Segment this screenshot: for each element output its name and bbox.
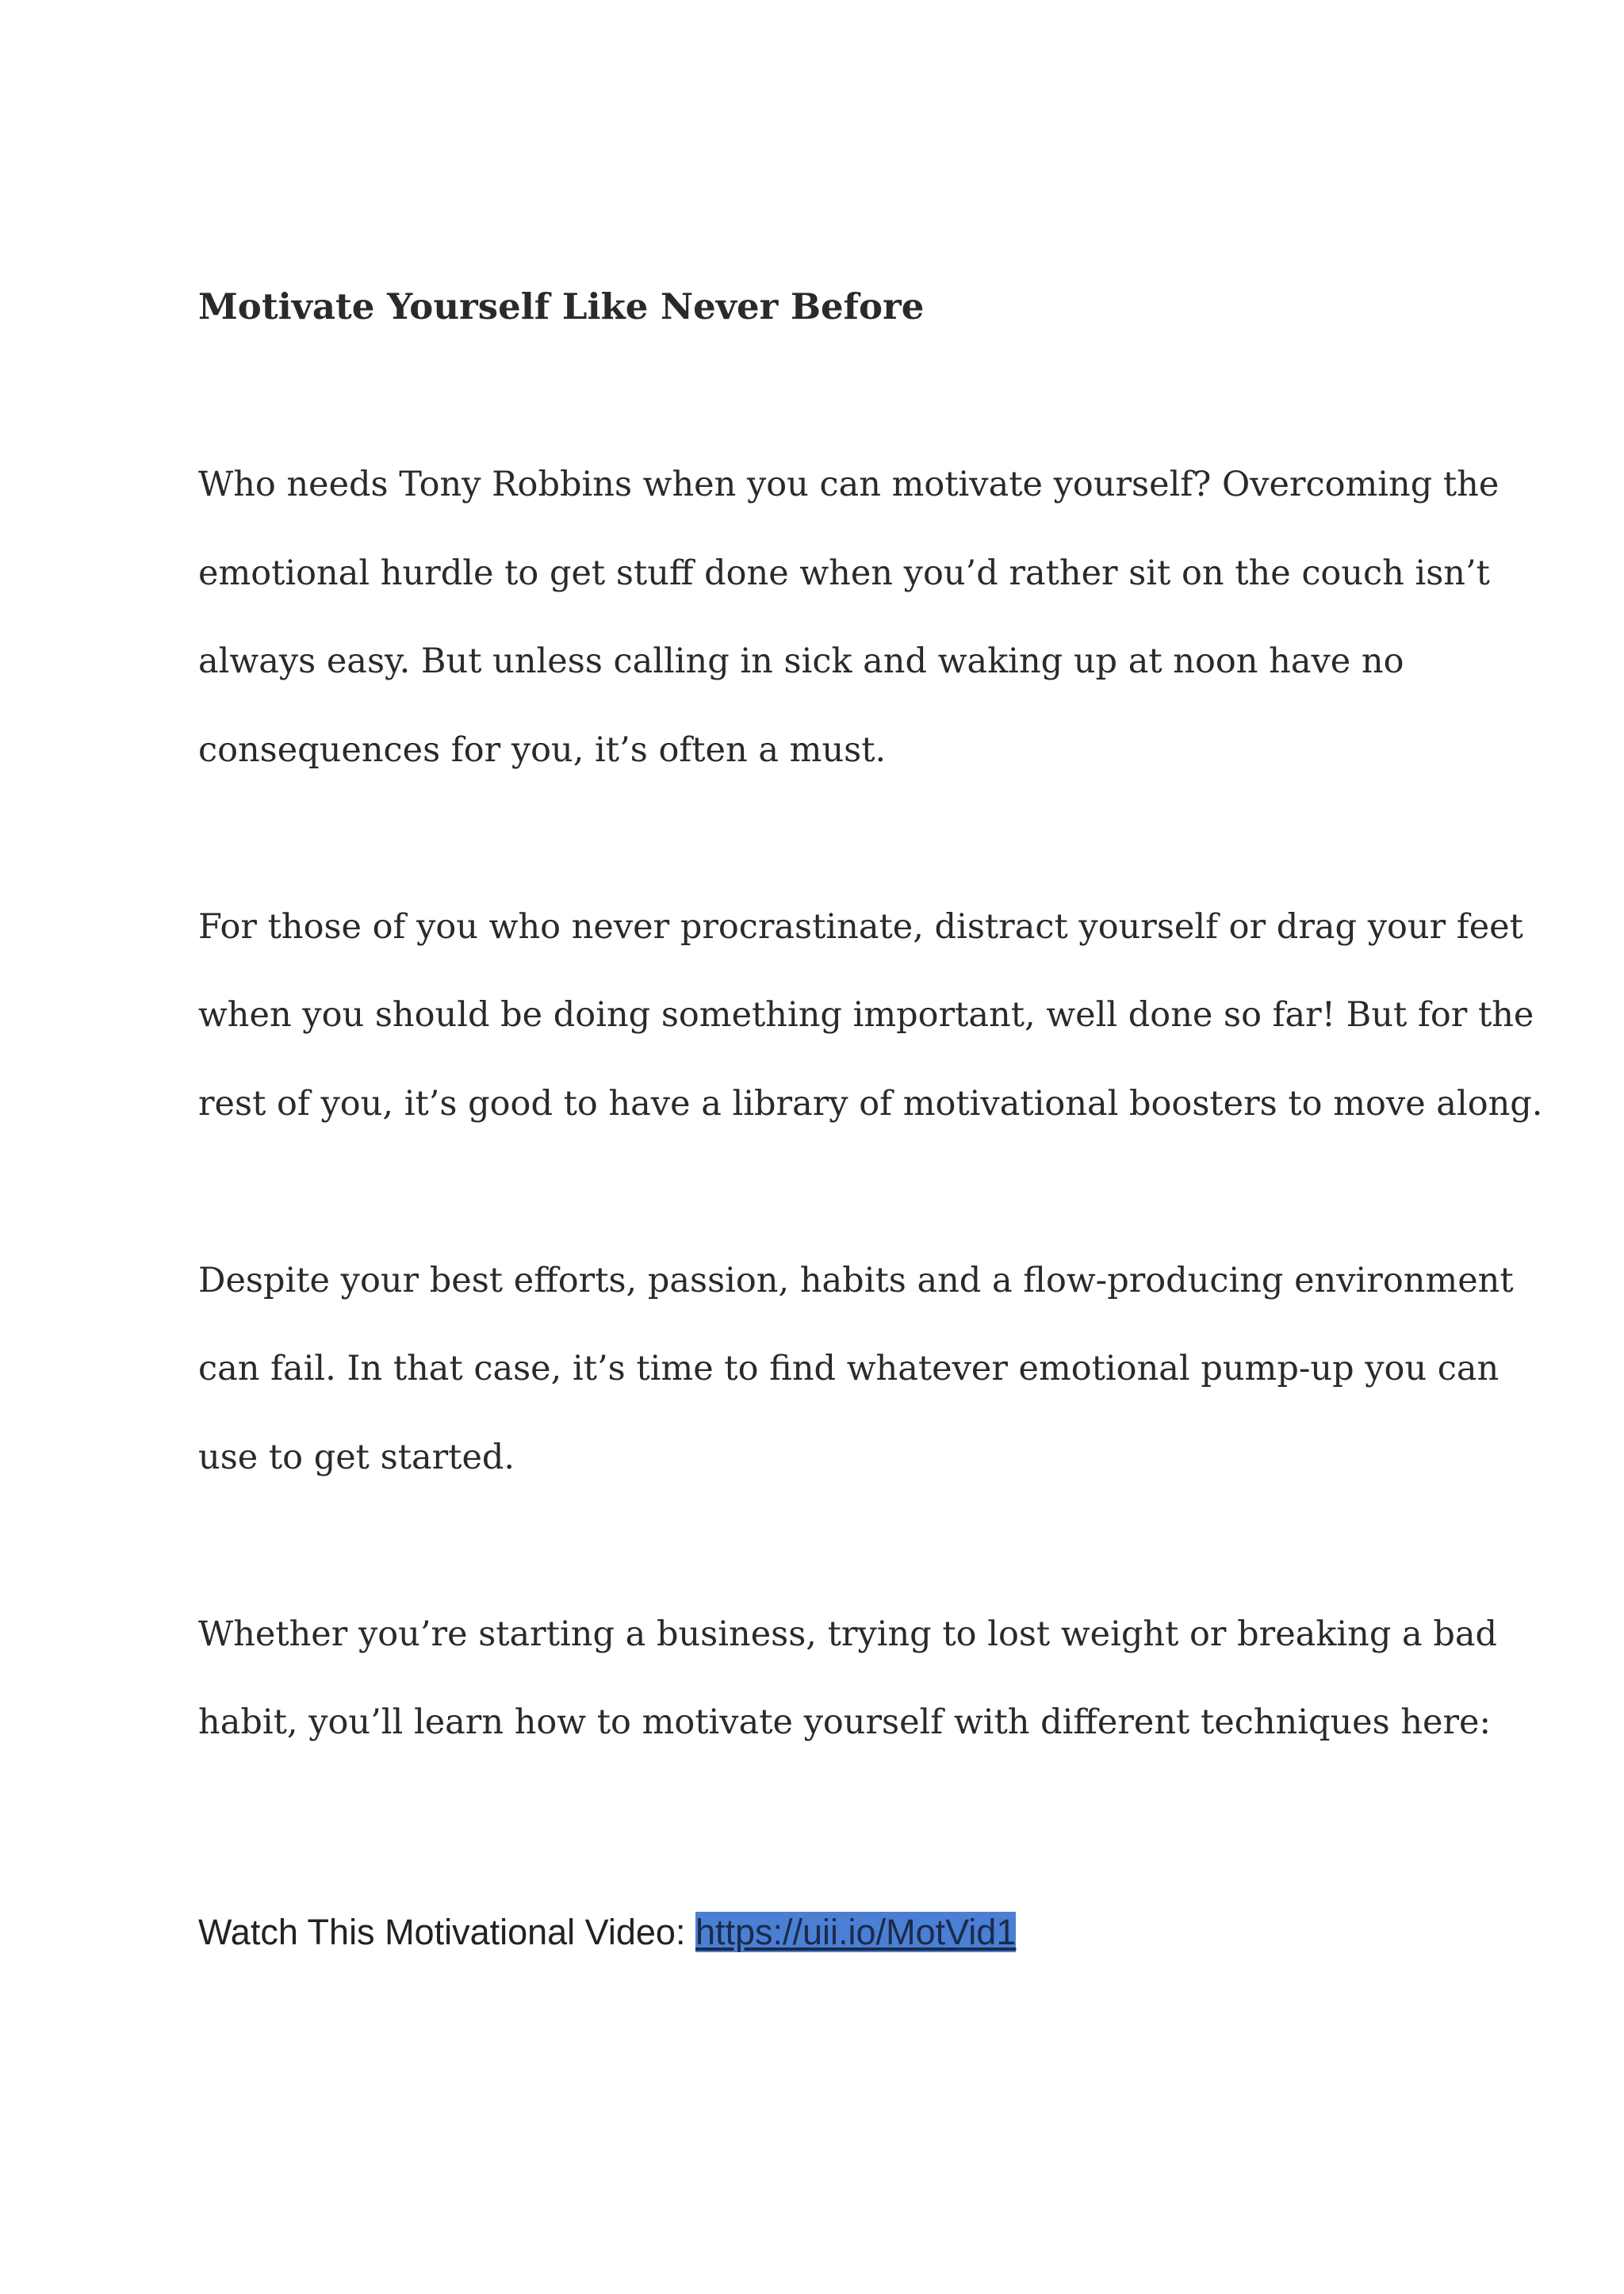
paragraph-line: use to get started.	[198, 1437, 515, 1477]
paragraph-line: can fail. In that case, it’s time to find whatever emotional pump-up you can	[198, 1349, 1500, 1388]
paragraph-line: consequences for you, it’s often a must.	[198, 730, 887, 770]
video-callout	[198, 1909, 1435, 1956]
paragraph-line: rest of you, it’s good to have a library of motivational boosters to move along.	[198, 1083, 1543, 1124]
paragraph-2	[198, 883, 1543, 1149]
paragraph-line: Whether you’re starting a business, trying to lost weight or breaking a bad	[198, 1614, 1498, 1654]
paragraph-line: Who needs Tony Robbins when you can motivate yourself? Overcoming the	[198, 465, 1500, 504]
paragraph-line: For those of you who never procrastinate, distract yourself or drag your feet	[198, 906, 1523, 947]
paragraph-line: when you should be doing something important, well done so far! But for the	[198, 995, 1534, 1035]
paragraph-line: emotional hurdle to get stuff done when you’d rather sit on the couch isn’t	[198, 553, 1490, 593]
video-label: Watch This Motivational Video:	[198, 1911, 695, 1952]
paragraph-line: habit, you’ll learn how to motivate yourself with different techniques here:	[198, 1702, 1491, 1742]
paragraph-4	[198, 1591, 1498, 1767]
paragraph-line: always easy. But unless calling in sick and waking up at noon have no	[198, 641, 1404, 681]
paragraph-3	[198, 1237, 1514, 1503]
document-title: Motivate Yourself Like Never Before	[198, 285, 925, 327]
paragraph-1	[198, 441, 1500, 795]
document-body	[198, 278, 1543, 1992]
video-link[interactable]: https://uii.io/MotVid1	[695, 1911, 1017, 1952]
paragraph-line: Despite your best efforts, passion, habits and a flow-producing environment	[198, 1260, 1514, 1300]
